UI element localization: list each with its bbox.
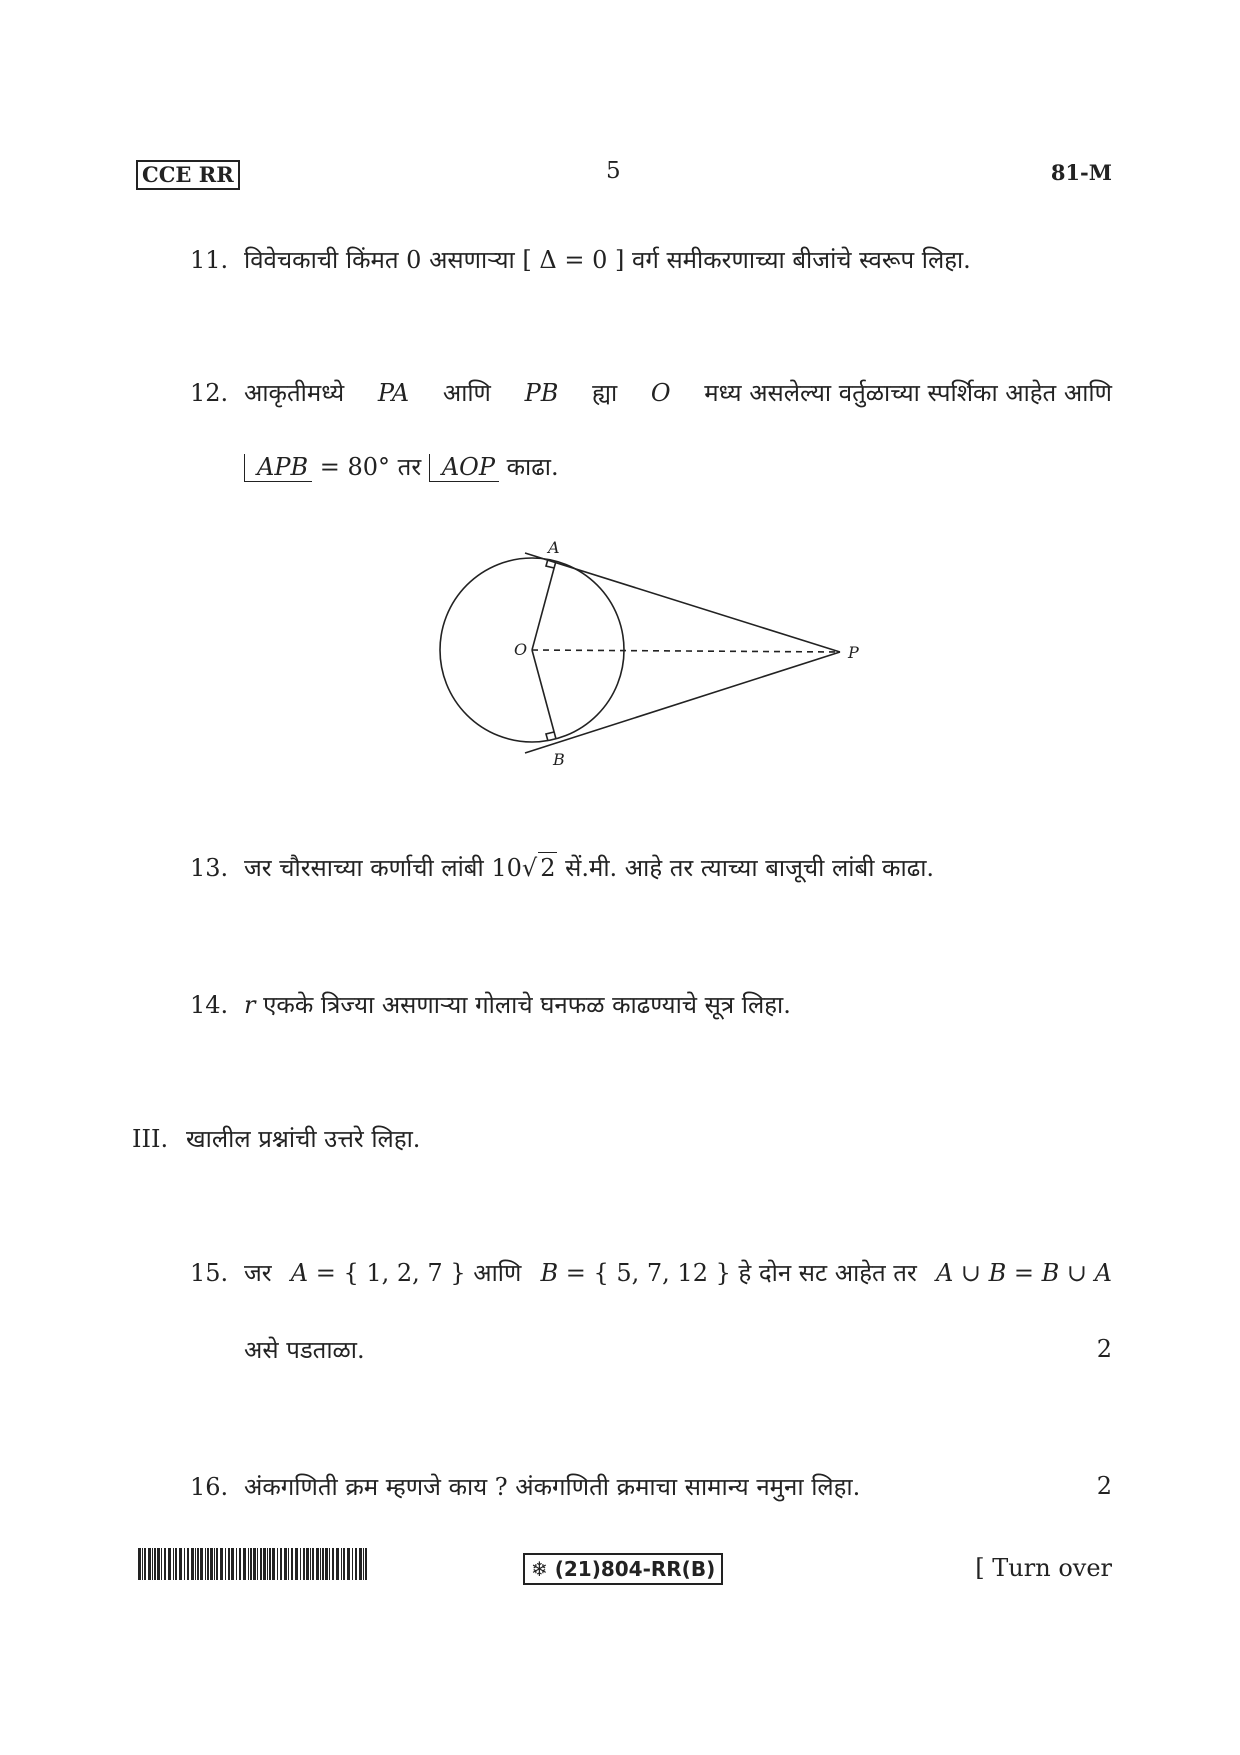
barcode-bar (210, 1548, 213, 1580)
question-15-line-1 (190, 1258, 1112, 1288)
section-iii-heading (132, 1124, 420, 1154)
question-number: 14. (190, 991, 229, 1019)
q15-text-a: जर (244, 1259, 272, 1287)
q12-pb: PB (524, 379, 559, 407)
q12-o: O (650, 379, 671, 407)
barcode-bar (200, 1548, 203, 1580)
barcode-bar (291, 1548, 293, 1580)
barcode-bar (267, 1548, 268, 1580)
barcode-bar (154, 1548, 156, 1580)
turn-over-label: [ Turn over (975, 1554, 1112, 1582)
barcode-bar (263, 1548, 266, 1580)
barcode-bar (343, 1548, 345, 1580)
q13-text-a: जर चौरसाच्या कर्णाची लांबी 10 (244, 854, 522, 882)
barcode-bar (173, 1548, 174, 1580)
question-16 (190, 1472, 860, 1502)
question-number: 15. (190, 1259, 229, 1287)
barcode-bar (325, 1548, 328, 1580)
barcode-bar (157, 1548, 160, 1580)
barcode-bar (355, 1548, 357, 1580)
q15-text-b: = { 1, 2, 7 } आणि (315, 1259, 522, 1287)
q12-eq: = 80° तर (319, 453, 422, 481)
barcode-bar (363, 1548, 364, 1580)
q15-expression: A ∪ B = B ∪ A (935, 1259, 1112, 1287)
q12-pa: PA (377, 379, 410, 407)
barcode-bar (257, 1548, 258, 1580)
barcode-bar (288, 1548, 289, 1580)
barcode-bar (239, 1548, 241, 1580)
barcode-bar (191, 1548, 194, 1580)
q13-text-b: सें.मी. आहे तर त्याच्या बाजूची लांबी काढा. (565, 854, 935, 882)
angle-aop: AOP (429, 454, 499, 482)
question-11 (190, 245, 971, 275)
barcode-bar (231, 1548, 234, 1580)
barcode-bar (300, 1548, 301, 1580)
barcode-bar (280, 1548, 282, 1580)
q12-text-c: ह्या (592, 379, 618, 407)
barcode-bar (142, 1548, 143, 1580)
angle-apb: APB (244, 454, 312, 482)
barcode-bar (341, 1548, 342, 1580)
barcode-bar (168, 1548, 171, 1580)
barcode-bar (303, 1548, 305, 1580)
barcode-bar (243, 1548, 246, 1580)
barcode-bar (207, 1548, 209, 1580)
barcode-bar (148, 1548, 151, 1580)
section-text: खालील प्रश्नांची उत्तरे लिहा. (186, 1125, 421, 1153)
header-label-box: CCE RR (136, 160, 240, 190)
tangent-pb (525, 652, 840, 753)
barcode-bar (347, 1548, 350, 1580)
barcode-bar (336, 1548, 339, 1580)
barcode-bar (260, 1548, 262, 1580)
barcode-bar (161, 1548, 162, 1580)
label-o: O (514, 640, 528, 659)
barcode-bar (295, 1548, 298, 1580)
barcode-bar (320, 1548, 321, 1580)
barcode-bar (253, 1548, 256, 1580)
barcode-bar (269, 1548, 271, 1580)
barcode-bar (187, 1548, 189, 1580)
barcode-bar (164, 1548, 166, 1580)
barcode-bar (310, 1548, 311, 1580)
barcode-bar (312, 1548, 314, 1580)
question-number: 11. (190, 246, 229, 274)
tangent-pa (525, 553, 840, 652)
barcode-bar (220, 1548, 223, 1580)
q12-text-d: मध्य असलेल्या वर्तुळाच्या स्पर्शिका आहेत आणि (704, 379, 1112, 407)
q12-text-a: आकृतीमध्ये (244, 379, 345, 407)
barcode-bar (225, 1548, 226, 1580)
barcode-bar (216, 1548, 218, 1580)
q14-r: r (244, 991, 256, 1019)
page-number: 5 (606, 158, 621, 184)
barcode-bar (205, 1548, 206, 1580)
q12-text-b: आणि (442, 379, 491, 407)
question-14 (190, 990, 791, 1020)
radius-ob (532, 650, 556, 739)
barcode-bar (250, 1548, 252, 1580)
question-text: अंकगणिती क्रम म्हणजे काय ? अंकगणिती क्रमाचा सामान्य नमुना लिहा. (244, 1473, 861, 1501)
sqrt-radicand: 2 (540, 854, 556, 882)
label-p: P (848, 643, 859, 662)
barcode-image (138, 1548, 370, 1580)
barcode-bar (152, 1548, 153, 1580)
barcode-bar (306, 1548, 309, 1580)
tangent-circle-figure (420, 530, 880, 770)
q12-end: काढा. (506, 453, 559, 481)
question-text: विवेचकाची किंमत 0 असणाऱ्या [ Δ = 0 ] वर्ग समीकरणाच्या बीजांचे स्वरूप लिहा. (244, 246, 971, 274)
barcode-bar (197, 1548, 199, 1580)
question-number: 12. (190, 379, 229, 407)
barcode-bar (184, 1548, 185, 1580)
q16-marks: 2 (1096, 1472, 1112, 1500)
barcode-bar (236, 1548, 237, 1580)
radius-oa (532, 561, 556, 650)
barcode-bar (195, 1548, 196, 1580)
section-number: III. (132, 1125, 169, 1153)
barcode-bar (359, 1548, 362, 1580)
barcode-bar (248, 1548, 249, 1580)
barcode-bar (332, 1548, 334, 1580)
barcode-bar (175, 1548, 177, 1580)
q15-marks: 2 (1096, 1335, 1112, 1363)
q14-text: एकके त्रिज्या असणाऱ्या गोलाचे घनफळ काढण्याचे सूत्र लिहा. (263, 991, 791, 1019)
question-number: 16. (190, 1473, 229, 1501)
barcode-bar (144, 1548, 146, 1580)
barcode-bar (316, 1548, 319, 1580)
barcode-bar (329, 1548, 330, 1580)
barcode-bar (228, 1548, 230, 1580)
barcode-bar (284, 1548, 287, 1580)
barcode-bar (322, 1548, 324, 1580)
barcode-bar (214, 1548, 215, 1580)
line-op (532, 650, 840, 652)
barcode-bar (365, 1548, 367, 1580)
q15-set-b: B (540, 1259, 559, 1287)
question-number: 13. (190, 854, 229, 882)
q15-set-a: A (290, 1259, 309, 1287)
barcode-bar (272, 1548, 275, 1580)
question-15-line-2: असे पडताळा. (244, 1336, 365, 1364)
q15-text-c: = { 5, 7, 12 } हे दोन सट आहेत तर (565, 1259, 917, 1287)
question-13 (190, 852, 934, 883)
label-b: B (553, 750, 565, 769)
footer-code-box: ❄ (21)804-RR(B) (523, 1553, 723, 1585)
paper-code: 81-M (1050, 160, 1112, 185)
barcode-bar (179, 1548, 182, 1580)
sqrt-sign: √ (521, 854, 538, 882)
barcode-bar (138, 1548, 141, 1580)
barcode-bar (352, 1548, 353, 1580)
question-12-line-2 (244, 452, 559, 482)
question-12-line-1 (190, 378, 1112, 408)
barcode-bar (277, 1548, 278, 1580)
label-a: A (548, 538, 560, 557)
